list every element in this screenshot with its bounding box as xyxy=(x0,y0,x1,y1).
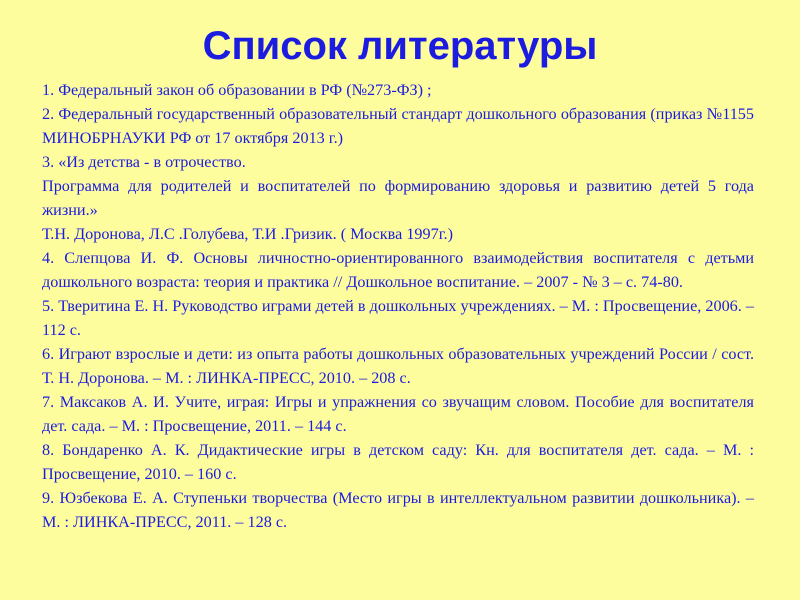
reference-item-7: 7. Максаков А. И. Учите, играя: Игры и упражнения со звучащим словом. Пособие для воспитателя дет. сада. – М. : Просвещение, 2011. – 144 с. xyxy=(42,393,754,435)
reference-item-8: 8. Бондаренко А. К. Дидактические игры в детском саду: Кн. для воспитателя дет. сада. – М. : Просвещение, 2010. – 160 с. xyxy=(42,441,754,483)
reference-item-5: 5. Тверитина Е. Н. Руководство играми детей в дошкольных учреждениях. – М. : Просвещение, 2006. – 112 с. xyxy=(42,297,754,339)
reference-list xyxy=(42,78,754,534)
reference-item-6: 6. Играют взрослые и дети: из опыта работы дошкольных образовательных учреждений России / сост. Т. Н. Доронова. – М. : ЛИНКА-ПРЕСС, 2010. – 208 с. xyxy=(42,345,754,387)
reference-item-9: 9. Юзбекова Е. А. Ступеньки творчества (Место игры в интеллектуальном развитии дошкольника). – М. : ЛИНКА-ПРЕСС, 2011. – 128 с. xyxy=(42,489,754,531)
reference-item-3-authors: Т.Н. Доронова, Л.С .Голубева, Т.И .Гризик. ( Москва 1997г.) xyxy=(42,225,453,243)
reference-item-3-subtitle: Программа для родителей и воспитателей по формированию здоровья и развитию детей 5 года жизни.» xyxy=(42,177,754,219)
reference-item-2: 2. Федеральный государственный образовательный стандарт дошкольного образования (приказ №1155 МИНОБРНАУКИ РФ от 17 октября 2013 г.) xyxy=(42,105,754,147)
reference-item-1: 1. Федеральный закон об образовании в РФ (№273-ФЗ) ; xyxy=(42,81,432,99)
slide-title: Список литературы xyxy=(202,24,598,68)
reference-item-3: 3. «Из детства - в отрочество. xyxy=(42,153,246,171)
reference-item-4: 4. Слепцова И. Ф. Основы личностно-ориентированного взаимодействия воспитателя с детьми дошкольного возраста: теория и практика // Дошкольное воспитание. – 2007 - № 3 – с. 74-80. xyxy=(42,249,754,291)
